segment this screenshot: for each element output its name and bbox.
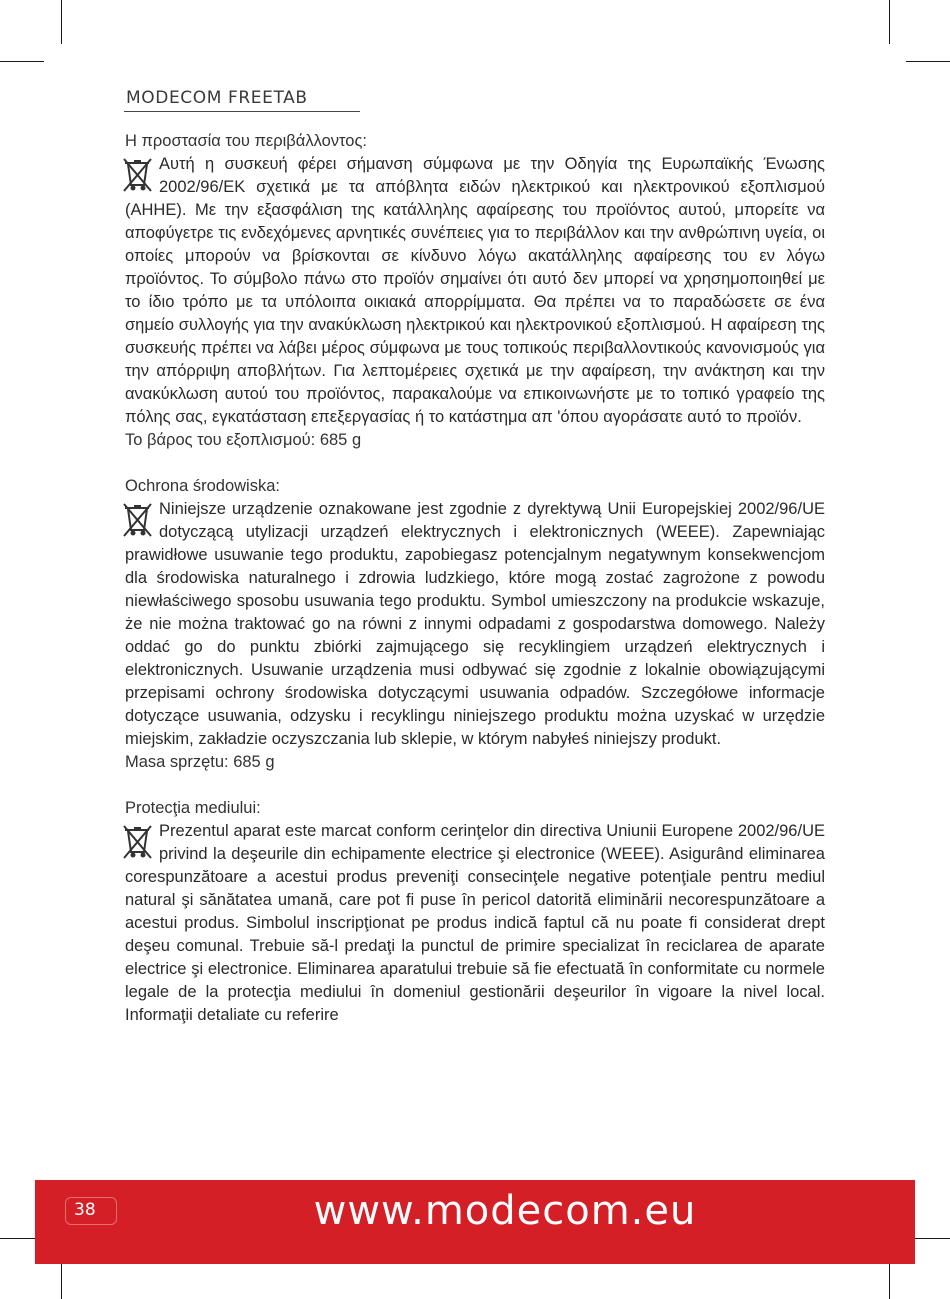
section-paragraph [125, 153, 825, 429]
crop-mark-top-left-h [0, 61, 44, 62]
equipment-weight: Masa sprzętu: 685 g [125, 753, 275, 771]
website-link[interactable]: www.modecom.eu [313, 1188, 697, 1234]
page-number: 38 [74, 1200, 96, 1220]
crop-mark-top-left-v [61, 0, 62, 44]
section-paragraph [125, 498, 825, 751]
crop-mark-bottom-left-h [0, 1238, 40, 1239]
section-title: Ochrona środowiska: [125, 477, 280, 495]
crop-mark-bottom-right-h [910, 1238, 950, 1239]
section-romanian [125, 797, 825, 1027]
section-body-text: Niniejsze urządzenie oznakowane jest zgodnie z dyrektywą Unii Europejskiej 2002/96/UE dotyczącą utylizacji urządzeń elektrycznych i elektronicznych (WEEE). Zapewniając prawidłowe usuwanie tego produktu, zapobiegasz potencjalnym negatywnym konsekwencjom dla środowiska naturalnego i zdrowia ludzkiego, które mogą zostać zagrożone z powodu niewłaściwego sposobu usuwania tego produktu. Symbol umieszczony na produkcie wskazuje, że nie można traktować go na równi z innymi odpadami z gospodarstwa domowego. Należy oddać go do punktu zbiórki zajmującego się recyklingiem urządzeń elektrycznych i elektronicznych. Usuwanie urządzenia musi odbywać się zgodnie z lokalnie obowiązującymi przepisami ochrony środowiska dotyczącymi usuwania odpadów. Szczegółowe informacje dotyczące usuwania, odzysku i recyklingu niniejszego produktu można uzyskać w urzędzie miejskim, zakładzie oczyszczania lub sklepie, w którym nabyłeś niniejszy produkt. [125, 500, 825, 748]
page-header: MODECOM FREETAB [126, 88, 308, 108]
section-title: Η προστασία του περιβάλλοντος: [125, 132, 367, 150]
footer-bar [35, 1180, 915, 1264]
equipment-weight: Το βάρος του εξοπλισμού: 685 g [125, 431, 362, 449]
section-polish [125, 475, 825, 774]
document-body [125, 130, 825, 1050]
weee-bin-icon [121, 500, 155, 538]
section-body-text: Αυτή η συσκευή φέρει σήμανση σύμφωνα με την Οδηγία της Ευρωπαϊκής Ένωσης 2002/96/ΕΚ σχετικά με τα απόβλητα ειδών ηλεκτρικού και ηλεκτρονικού εξοπλισμού (ΑΗΗΕ). Με την εξασφάλιση της κατάλληλης αφαίρεσης του προϊόντος αυτού, μπορείτε να αποφύγετρε τις ενδεχόμενες αρνητικές συνέπειες για το περιβάλλον και την ανθρώπινη υγεία, οι οποίες μπορούν να βρίσκονται σε κίνδυνο λόγω ακατάλληλης αφαίρεσης του εν λόγω προϊόντος. Το σύμβολο πάνω στο προϊόν σημαίνει ότι αυτό δεν μπορεί να χρησημοποιηθεί με το ίδιο τρόπο με τα υπόλοιπα οικιακά απορρίμματα. Θα πρέπει να το παραδώσετε σε ένα σημείο συλλογής για την ανακύκλωση ηλεκτρικού και ηλεκτρονικού εξοπλισμού. Η αφαίρεση της συσκευής πρέπει να λάβει μέρος σύμφωνα με τους τοπικούς περιβαλλοντικούς κανονισμούς για την απόρριψη αποβλήτων. Για λεπτομέρειες σχετικά με την αφαίρεση, την ανάκτηση και την ανακύκλωση αυτού του προϊόντος, παρακαλούμε να επικοινωνήστε με το τοπικό γραφείο της πόλης σας, εγκατάσταση επεξεργασίας ή το κατάστημα απ 'όπου αγοράσατε αυτό το προϊόν. [125, 155, 825, 426]
crop-mark-top-right-h [906, 61, 950, 62]
section-paragraph [125, 820, 825, 1027]
crop-mark-top-right-v [889, 0, 890, 44]
section-greek [125, 130, 825, 452]
weee-bin-icon [121, 155, 155, 193]
weee-bin-icon [121, 822, 155, 860]
section-title: Protecţia mediului: [125, 799, 261, 817]
section-body-text: Prezentul aparat este marcat conform cerinţelor din directiva Uniunii Europene 2002/96/UE privind la deşeurile din echipamente electrice şi electronice (WEEE). Asigurând eliminarea corespunzătoare a acestui produs preveniţi consecinţele negative potenţiale pentru mediul natural şi sănătatea umană, care pot fi puse în pericol datorită eliminării necorespunzătoare a acestui produs. Simbolul inscripţionat pe produs indică faptul că nu poate fi considerat drept deşeu comunal. Trebuie să-l predaţi la punctul de primire specializat în reciclarea de aparate electrice şi electronice. Eliminarea aparatului trebuie să fie efectuată în conformitate cu normele legale de la protecţia mediului în domeniul gestionării deşeurilor în vigoare la nivel local. Informaţii detaliate cu referire [125, 822, 825, 1024]
header-underline [124, 111, 360, 112]
